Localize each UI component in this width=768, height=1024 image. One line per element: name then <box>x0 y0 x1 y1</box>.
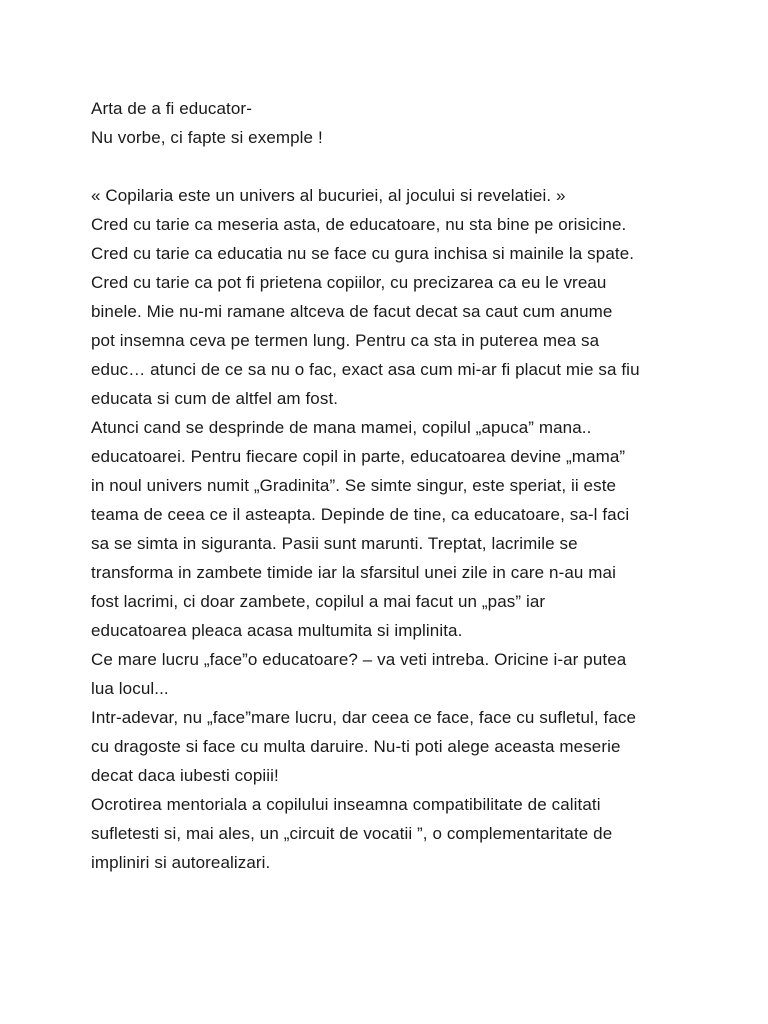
text-line: educatoarei. Pentru fiecare copil in parte, educatoarea devine „mama” <box>91 447 626 466</box>
text-line: fost lacrimi, ci doar zambete, copilul a mai facut un „pas” iar <box>91 592 546 611</box>
text-line: Cred cu tarie ca meseria asta, de educatoare, nu sta bine pe orisicine. <box>91 215 627 234</box>
text-line: Ce mare lucru „face”o educatoare? – va veti intreba. Oricine i-ar putea <box>91 650 627 669</box>
text-line: cu dragoste si face cu multa daruire. Nu-ti poti alege aceasta meserie <box>91 737 621 756</box>
text-line: sa se simta in siguranta. Pasii sunt marunti. Treptat, lacrimile se <box>91 534 578 553</box>
text-line: Atunci cand se desprinde de mana mamei, copilul „apuca” mana.. <box>91 418 592 437</box>
document-body <box>91 94 711 877</box>
paragraph-spacer <box>91 152 711 181</box>
text-line: lua locul... <box>91 679 169 698</box>
text-line: Cred cu tarie ca educatia nu se face cu gura inchisa si mainile la spate. <box>91 244 635 263</box>
document-title: Arta de a fi educator- <box>91 99 252 118</box>
text-line: educata si cum de altfel am fost. <box>91 389 339 408</box>
text-line: pot insemna ceva pe termen lung. Pentru ca sta in puterea mea sa <box>91 331 600 350</box>
text-line: transforma in zambete timide iar la sfarsitul unei zile in care n-au mai <box>91 563 616 582</box>
text-line: teama de ceea ce il asteapta. Depinde de tine, ca educatoare, sa-l faci <box>91 505 630 524</box>
text-line: Ocrotirea mentoriala a copilului inseamna compatibilitate de calitati <box>91 795 601 814</box>
text-line: educ… atunci de ce sa nu o fac, exact asa cum mi-ar fi placut mie sa fiu <box>91 360 640 379</box>
document-subtitle: Nu vorbe, ci fapte si exemple ! <box>91 128 323 147</box>
text-line: decat daca iubesti copiii! <box>91 766 279 785</box>
text-line: Intr-adevar, nu „face”mare lucru, dar ceea ce face, face cu sufletul, face <box>91 708 637 727</box>
text-line: in noul univers numit „Gradinita”. Se simte singur, este speriat, ii este <box>91 476 617 495</box>
quote-line: « Copilaria este un univers al bucuriei, al jocului si revelatiei. » <box>91 186 566 205</box>
text-line: sufletesti si, mai ales, un „circuit de vocatii ”, o complementaritate de <box>91 824 613 843</box>
text-line: educatoarea pleaca acasa multumita si implinita. <box>91 621 463 640</box>
text-line: Cred cu tarie ca pot fi prietena copiilor, cu precizarea ca eu le vreau <box>91 273 607 292</box>
text-line: binele. Mie nu-mi ramane altceva de facut decat sa caut cum anume <box>91 302 613 321</box>
text-line: impliniri si autorealizari. <box>91 853 271 872</box>
